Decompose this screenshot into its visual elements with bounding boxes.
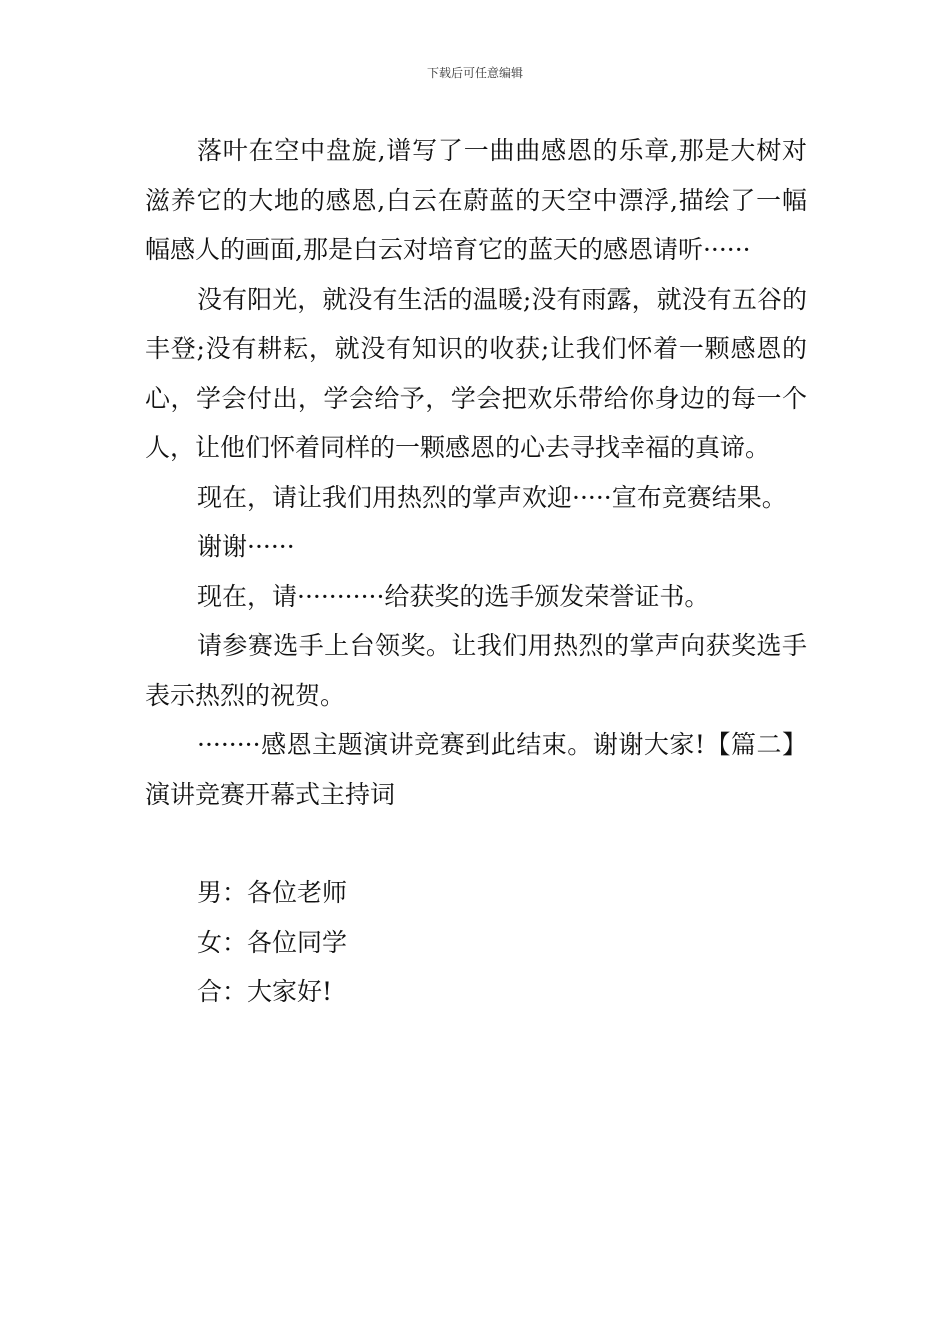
paragraph: 请参赛选手上台领奖。让我们用热烈的掌声向获奖选手表示热烈的祝贺。 [145, 631, 807, 710]
document-body [145, 126, 807, 1017]
paragraph: 落叶在空中盘旋,谱写了一曲曲感恩的乐章,那是大树对滋养它的大地的感恩,白云在蔚蓝的天空中漂浮,描绘了一幅幅感人的画面,那是白云对培育它的蓝天的感恩请听······ [145, 136, 807, 264]
paragraph: ········感恩主题演讲竞赛到此结束。谢谢大家!【篇二】演讲竞赛开幕式主持词 [145, 730, 807, 809]
paragraph: 谢谢······ [197, 532, 295, 561]
paragraph: 没有阳光，就没有生活的温暖;没有雨露，就没有五谷的丰登;没有耕耘，就没有知识的收获;让我们怀着一颗感恩的心，学会付出，学会给予，学会把欢乐带给你身边的每一个人，让他们怀着同样的一颗感恩的心去寻找幸福的真谛。 [145, 284, 807, 462]
page-header-note: 下载后可任意编辑 [426, 66, 523, 80]
blank-line [145, 819, 807, 868]
dialogue-line: 女：各位同学 [197, 927, 348, 957]
dialogue-line: 合：大家好! [197, 977, 333, 1006]
paragraph: 现在，请让我们用热烈的掌声欢迎·····宣布竞赛结果。 [197, 482, 787, 512]
dialogue-line: 男：各位老师 [197, 878, 348, 907]
paragraph: 现在，请···········给获奖的选手颁发荣誉证书。 [197, 581, 710, 611]
